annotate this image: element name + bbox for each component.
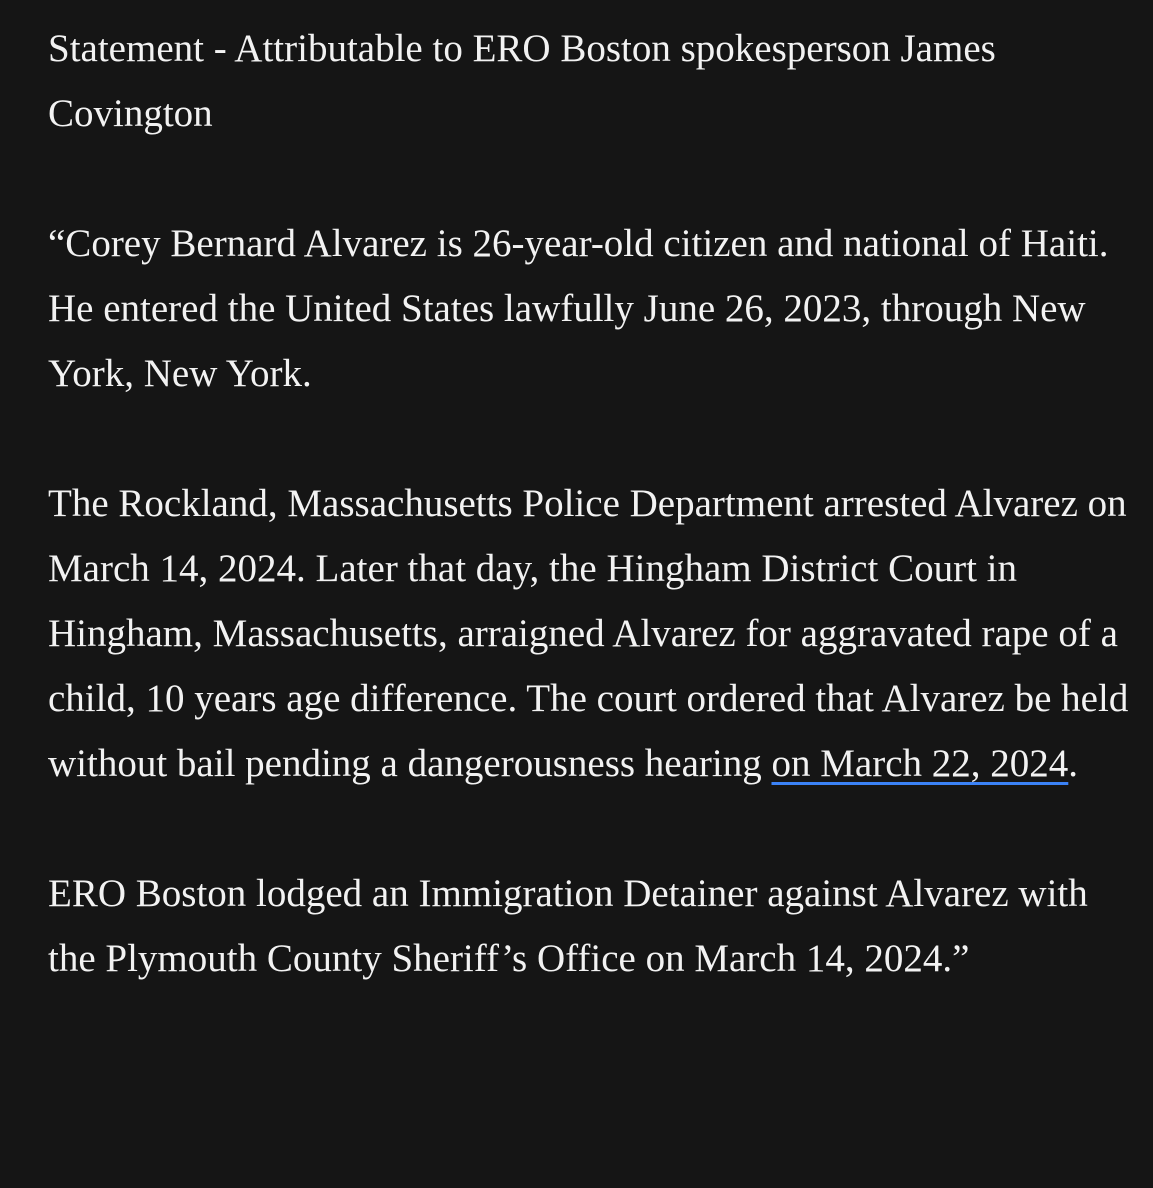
paragraph-detainer: ERO Boston lodged an Immigration Detainer against Alvarez with the Plymouth County Sheriff’s Office on March 14, 2024.” <box>48 872 1088 980</box>
paragraph-citizenship: “Corey Bernard Alvarez is 26-year-old citizen and national of Haiti. He entered the United States lawfully June 26, 2023, through New York, New York. <box>48 222 1109 395</box>
statement-document <box>48 16 1143 991</box>
hearing-date-link[interactable]: on March 22, 2024 <box>771 742 1069 785</box>
paragraph-arrest <box>48 471 1143 796</box>
statement-attribution: Statement - Attributable to ERO Boston spokesperson James Covington <box>48 27 996 135</box>
arrest-text: The Rockland, Massachusetts Police Department arrested Alvarez on March 14, 2024. Later that day, the Hingham District Court in Hingham, Massachusetts, arraigned Alvarez for aggravated rape of a child, 10 years age difference. The court ordered that Alvarez be held without bail pending a dangerousness hearing <box>48 482 1129 785</box>
arrest-period: . <box>1068 742 1079 785</box>
